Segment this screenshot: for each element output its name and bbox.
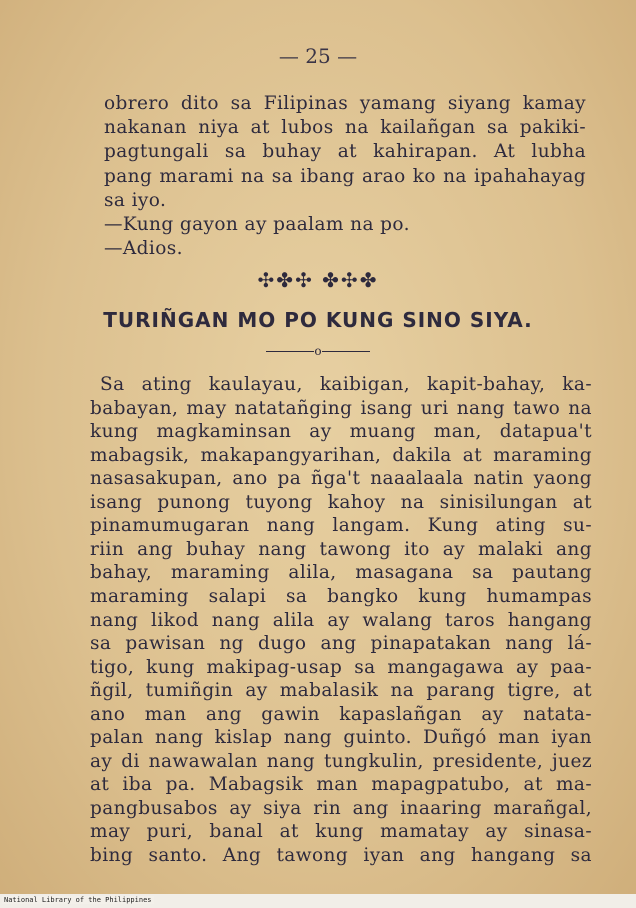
- text-line: at iba pa. Mabagsik man mapagpatubo, at ma-: [90, 774, 592, 796]
- ornament-divider: ✣✤✣ ✤✣✤: [257, 268, 379, 292]
- text-line: ñgil, tumiñgin ay mabalasik na parang tigre, at: [90, 680, 592, 702]
- text-line: riin ang buhay nang tawong ito ay malaki ang: [90, 538, 592, 560]
- text-line: nasasakupan, ano pa ñga't naaalaala natin yaong: [90, 468, 592, 490]
- text-line: babayan, may natatañging isang uri nang tawo na: [90, 397, 592, 419]
- text-line: obrero dito sa Filipinas yamang siyang kamay: [104, 93, 586, 114]
- rule-bar-left: [266, 351, 314, 352]
- text-line: isang punong tuyong kahoy na sinisilungan at: [90, 491, 592, 513]
- text-line: pinamumugaran nang langam. Kung ating su-: [90, 515, 592, 537]
- text-line: bahay, maraming alila, masagana sa pautang: [90, 562, 592, 584]
- section-heading: TURIÑGAN MO PO KUNG SINO SIYA.: [103, 308, 533, 332]
- text-line: maraming salapi sa bangko kung humampas: [90, 585, 592, 607]
- rule-mark: o: [314, 344, 322, 358]
- heading-rule: [0, 344, 636, 358]
- text-line: —Adios.: [104, 238, 183, 260]
- text-line: sa pawisan ng dugo ang pinapatakan nang lá-: [90, 633, 592, 655]
- page-number: — 25 —: [278, 44, 358, 68]
- text-line: ay di nawawalan nang tungkulin, presidente, juez: [90, 750, 592, 772]
- text-line: nakanan niya at lubos na kailañgan sa pakiki-: [104, 117, 586, 139]
- text-line: pangbusabos ay siya rin ang inaaring marañgal,: [90, 797, 592, 819]
- text-line: palan nang kislap nang guinto. Duñgó man iyan: [90, 727, 592, 749]
- text-line: —Kung gayon ay paalam na po.: [104, 214, 410, 235]
- text-line: pang marami na sa ibang arao ko na ipahahayag: [104, 165, 586, 187]
- text-line: Sa ating kaulayau, kaibigan, kapit-bahay, ka-: [100, 374, 592, 395]
- footer-credit: National Library of the Philippines: [4, 896, 152, 904]
- text-line: sa iyo.: [104, 189, 167, 211]
- text-line: bing santo. Ang tawong iyan ang hangang sa: [90, 845, 592, 866]
- text-line: mabagsik, makapangyarihan, dakila at maraming: [90, 444, 592, 466]
- text-line: may puri, banal at kung mamatay ay sinasa-: [90, 821, 592, 843]
- rule-bar-right: [322, 351, 370, 352]
- text-line: ano man ang gawin kapaslañgan ay natata-: [90, 703, 592, 725]
- text-line: nang likod nang alila ay walang taros hangang: [90, 609, 592, 631]
- text-line: pagtungali sa buhay at kahirapan. At lubha: [104, 141, 586, 163]
- text-line: tigo, kung makipag-usap sa mangagawa ay paa-: [90, 656, 592, 678]
- text-line: kung magkaminsan ay muang man, datapua't: [90, 421, 592, 443]
